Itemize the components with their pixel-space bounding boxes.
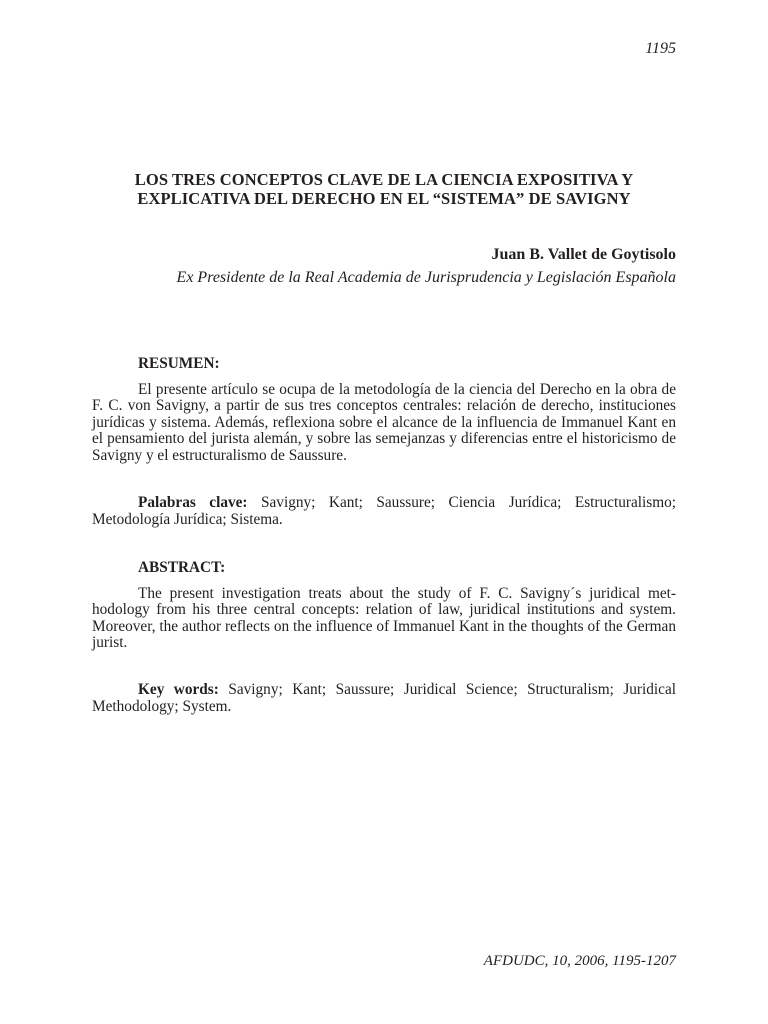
- abstract-section: [92, 560, 676, 652]
- author-block: [177, 245, 676, 288]
- abstract-body: The present investigation treats about the study of F. C. Savigny´s juridical methodology from his three central concepts: relation of law, juridical institutions and system. Moreover, the author reflects on the influence of Immanuel Kant in the thoughts of the German jurist.: [92, 584, 676, 652]
- footer-citation: AFDUDC, 10, 2006, 1195-1207: [483, 953, 676, 969]
- title-line-2: EXPLICATIVA DEL DERECHO EN EL “SISTEMA” DE SAVIGNY: [137, 189, 631, 208]
- palabras-clave-paragraph: [92, 495, 676, 528]
- key-words-section: [92, 682, 676, 715]
- author-affiliation: Ex Presidente de la Real Academia de Jurisprudencia y Legislación Española: [176, 269, 676, 286]
- author-name: Juan B. Vallet de Goytisolo: [491, 246, 676, 263]
- resumen-section: [92, 356, 676, 465]
- key-words-label: Key words:: [138, 681, 219, 698]
- palabras-clave-label: Palabras clave:: [138, 494, 248, 511]
- key-words-text: Savigny; Kant; Saussure; Juridical Science; Structuralism; Juridical Methodology; System.: [92, 681, 676, 715]
- article-title: [92, 170, 676, 208]
- palabras-clave-text: Savigny; Kant; Saussure; Ciencia Jurídica; Estructuralismo; Metodología Jurídica; Sistema.: [92, 494, 676, 528]
- abstract-heading: ABSTRACT:: [138, 559, 226, 576]
- title-line-1: LOS TRES CONCEPTOS CLAVE DE LA CIENCIA EXPOSITIVA Y: [134, 170, 634, 189]
- resumen-heading: RESUMEN:: [138, 355, 220, 372]
- page-number: 1195: [645, 40, 676, 57]
- palabras-clave-section: [92, 495, 676, 528]
- key-words-paragraph: [92, 682, 676, 715]
- resumen-body: El presente artículo se ocupa de la metodología de la ciencia del Derecho en la obra de F. C. von Savigny, a partir de sus tres conceptos centrales: relación de derecho, instituciones jurídicas y sistema. Además, reflexiona sobre el alcance de la influencia de Immanuel Kant en el pensamiento del jurista alemán, y sobre las semejanzas y diferencias entre el historicismo de Savigny y el estructuralismo de Saussure.: [92, 380, 676, 464]
